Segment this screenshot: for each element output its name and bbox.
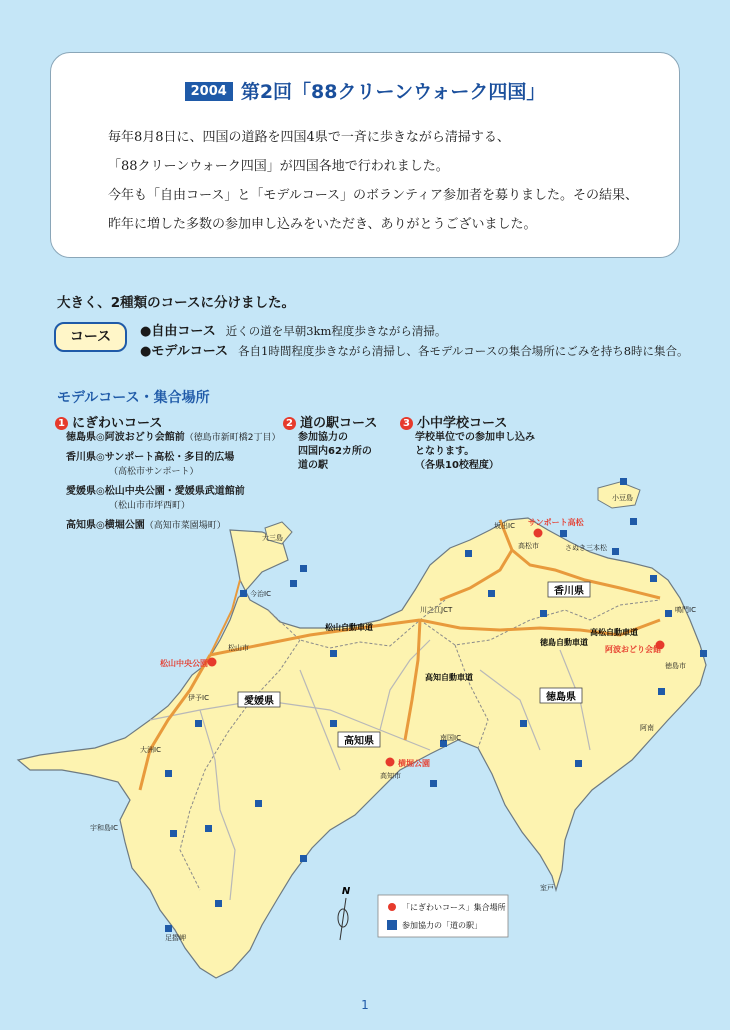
title-text: 第2回「88クリーンウォーク四国」 [240,81,546,103]
item-main: 高知県◎横堀公園 [66,520,145,531]
shikoku-map [0,470,730,990]
place-label: 宇和島IC [90,824,118,832]
intro-paragraph [108,123,668,239]
item-sub: （高知市菜園場町） [144,521,226,531]
expressway-label-tokushima: 徳島自動車道 [540,638,588,647]
school-heading [400,412,507,431]
meeting-point-label: サンポート高松 [528,518,584,527]
place-label: 鳴門IC [675,606,696,614]
place-label: 阿南 [640,724,654,732]
model-course [140,340,689,359]
nigiwai-title: にぎわいコース [72,416,163,431]
meeting-point-label: 松山中央公園 [160,659,208,668]
item-main: 愛媛県◎松山中央公園・愛媛県武道館前 [66,486,245,497]
expressway-label-kochi: 高知自動車道 [425,673,473,682]
item-main: 徳島県◎阿波おどり会館前 [66,432,185,443]
course-badge: コース [54,322,127,352]
desc-line: （各県10校程度） [415,460,499,471]
item-sub: （松山市市坪西町） [109,501,191,511]
courses-heading: 大きく、2種類のコースに分けました。 [57,295,295,311]
intro-line: 昨年に増した多数の参加申し込みをいただき、ありがとうございました。 [108,217,537,232]
place-label: 松山市 [228,644,249,652]
svg-text:N: N [341,886,351,897]
place-label: 小豆島 [612,494,633,502]
prefecture-name: 愛媛県 [244,696,274,707]
meeting-point-label: 横堀公園 [398,759,430,768]
model-course-name: ●モデルコース [140,344,229,359]
number-badge: 1 [55,417,68,430]
intro-box [50,52,680,258]
place-label: 徳島市 [665,662,686,670]
desc-line: 参加協力の [298,432,348,443]
place-label: 足摺岬 [165,934,186,942]
meeting-point-label: 阿波おどり会館 [605,645,661,654]
intro-line: 「88クリーンウォーク四国」が四国各地で行われました。 [108,159,449,174]
prefecture-name: 香川県 [554,586,584,597]
school-title: 小中学校コース [417,416,508,431]
school-desc [415,431,535,473]
michinoeki-title: 道の駅コース [300,416,378,431]
michinoeki-desc [298,431,372,473]
place-label: さぬき三本松 [565,544,607,552]
list-item [66,451,280,465]
prefecture-label-kochi [338,732,380,747]
free-course-name: ●自由コース [140,324,216,339]
item-sub: （徳島市新町橋2丁目） [184,433,281,443]
prefecture-label-ehime [238,692,280,707]
compass-icon [338,886,351,940]
place-label: 伊予IC [188,694,209,702]
model-section-title: モデルコース・集合場所 [57,390,210,406]
prefecture-name: 徳島県 [546,692,576,703]
prefecture-label-kagawa [548,582,590,597]
free-course-desc: 近くの道を早朝3km程度歩きながら清掃。 [225,324,447,338]
place-label: 大洲IC [140,746,161,754]
number-badge: 2 [283,417,296,430]
desc-line: 四国内62カ所の [298,446,372,457]
model-course-desc: 各自1時間程度歩きながら清掃し、各モデルコースの集合場所にごみを持ち8時に集合。 [238,344,689,358]
prefecture-label-tokushima [540,688,582,703]
meeting-point-legend-icon [388,903,396,911]
free-course [140,320,446,339]
item-sub: （高松市サンポート） [109,467,199,477]
place-label: 室戸 [540,884,554,892]
expressway-label-takamatsu: 高松自動車道 [590,628,638,637]
michinoeki-heading [283,412,377,431]
number-badge: 3 [400,417,413,430]
station-legend-icon [387,920,397,930]
place-label: 坂出IC [494,522,515,530]
desc-line: となります。 [415,446,475,457]
desc-line: 学校単位での参加申し込み [415,432,535,443]
prefecture-name: 高知県 [344,736,374,747]
place-label: 高知市 [380,772,401,780]
year-badge: 2004 [185,82,233,101]
list-item [66,431,280,445]
page-title [51,77,679,104]
place-label: 大三島 [262,534,283,542]
map-legend [378,895,508,937]
place-label: 今治IC [250,590,271,598]
intro-line: 毎年8月8日に、四国の道路を四国4県で一斉に歩きながら清掃する、 [108,130,510,145]
place-label: 川之江JCT [420,606,453,614]
nigiwai-heading [55,412,162,431]
shikoku-island [18,518,706,978]
desc-line: 道の駅 [298,460,328,471]
item-main: 香川県◎サンポート高松・多目的広場 [66,452,235,463]
place-label: 高松市 [518,542,539,550]
expressway-label-matsuyama: 松山自動車道 [325,623,373,632]
legend-station-label: 参加協力の「道の駅」 [402,921,482,930]
legend-meeting-label: 「にぎわいコース」集合場所 [402,903,506,912]
intro-line: 今年も「自由コース」と「モデルコース」のボランティア参加者を募りました。その結果、 [108,188,639,203]
page-number: 1 [361,998,369,1012]
place-label: 南国IC [440,734,461,742]
